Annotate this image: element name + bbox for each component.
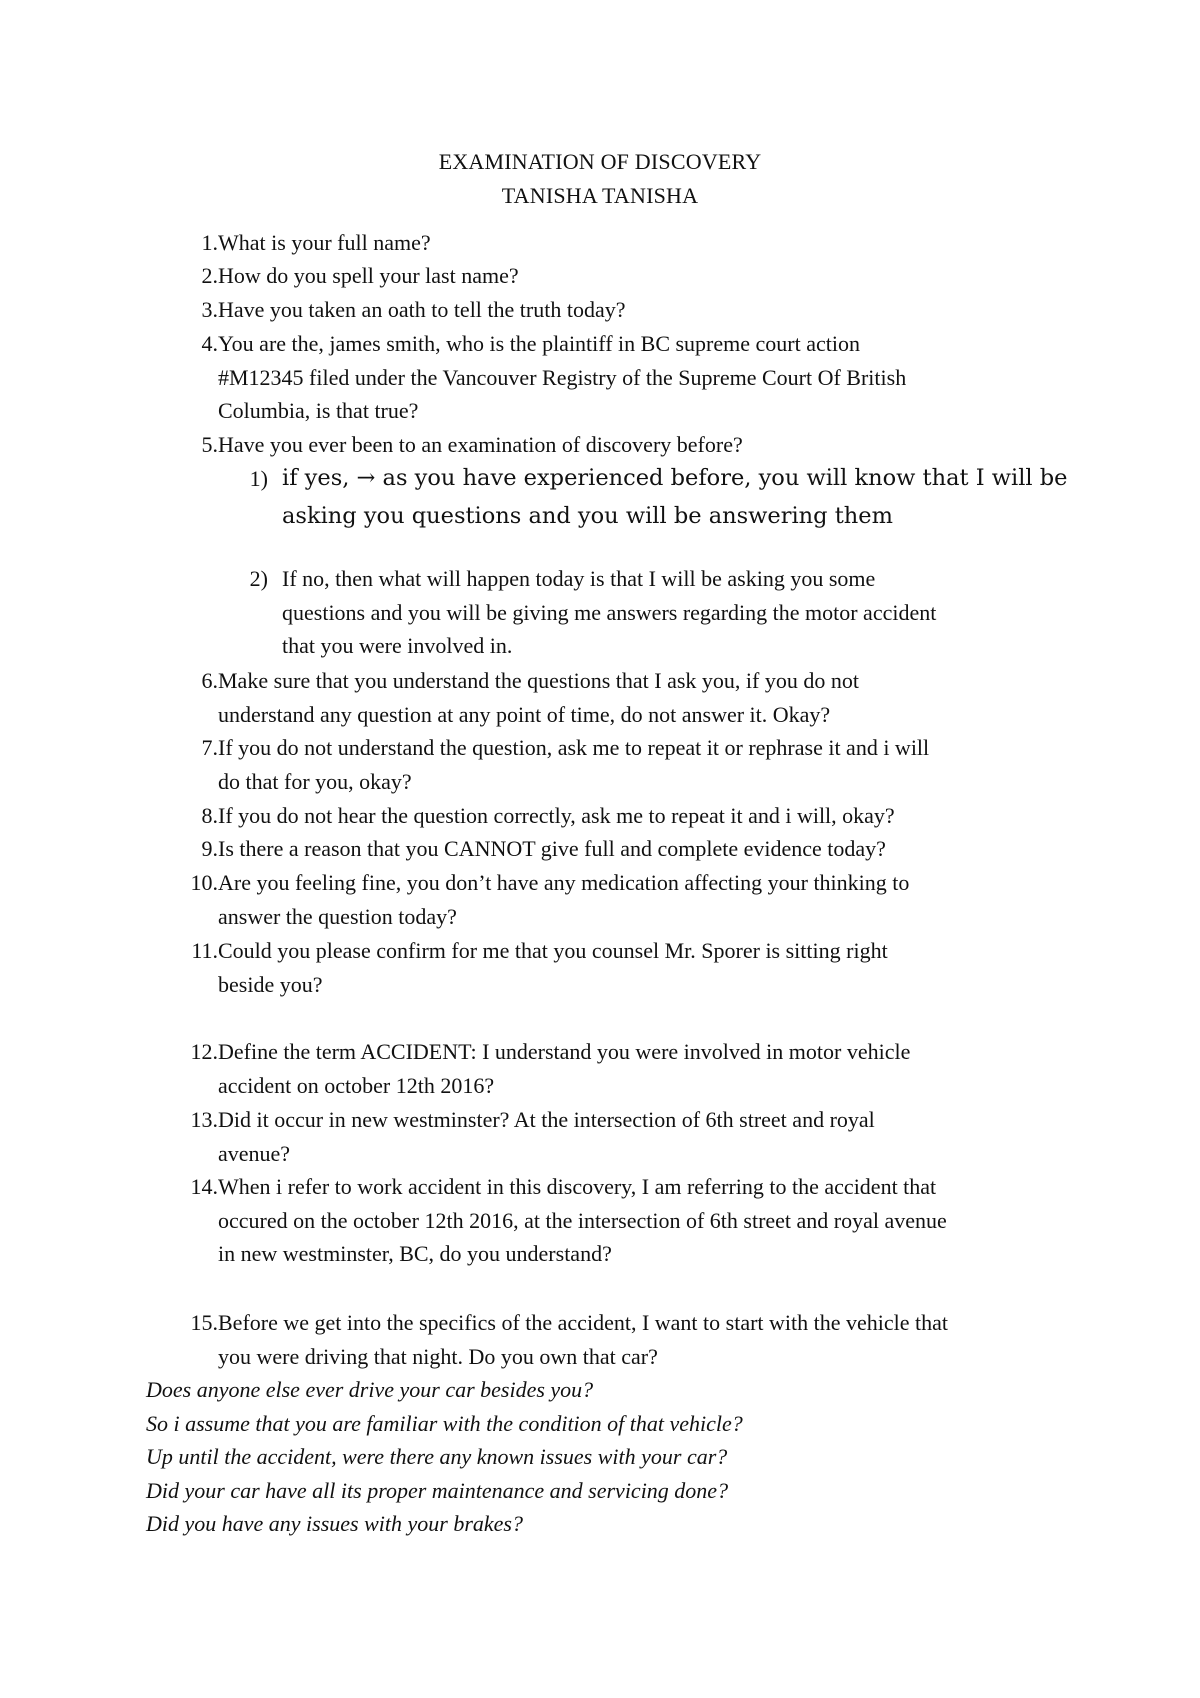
follow-up-question: Did you have any issues with your brakes?	[146, 1511, 523, 1536]
item-number: 10.	[190, 870, 218, 895]
follow-up-question: Did your car have all its proper maintenance and servicing done?	[146, 1477, 729, 1503]
item-number: 8.	[201, 803, 218, 828]
item-text: Define the term ACCIDENT: I understand you were involved in motor vehicle	[218, 1039, 911, 1064]
item-text: #M12345 filed under the Vancouver Registry of the Supreme Court Of British	[218, 364, 907, 390]
item-text: What is your full name?	[218, 230, 431, 255]
follow-up-question: So i assume that you are familiar with the condition of that vehicle?	[146, 1410, 743, 1436]
item-text: accident on october 12th 2016?	[218, 1072, 495, 1098]
item-text: If you do not hear the question correctly, ask me to repeat it and i will, okay?	[218, 803, 895, 828]
item-text: Have you taken an oath to tell the truth today?	[218, 297, 626, 322]
item-number: 4.	[201, 331, 218, 356]
item-text: in new westminster, BC, do you understand?	[218, 1241, 612, 1266]
item-text: occured on the october 12th 2016, at the intersection of 6th street and royal avenue	[218, 1207, 947, 1233]
sub-item-number: 1)	[249, 466, 268, 491]
follow-up-questions	[146, 1373, 1046, 1541]
item-number: 5.	[201, 432, 218, 457]
item-text: If you do not understand the question, ask me to repeat it or rephrase it and i will	[218, 735, 930, 760]
item-number: 6.	[201, 668, 218, 693]
item-text: How do you spell your last name?	[218, 263, 519, 288]
sub-item-text: that you were involved in.	[282, 633, 513, 658]
item-number: 12.	[190, 1039, 218, 1064]
sub-item-text: If no, then what will happen today is that I will be asking you some	[282, 566, 876, 591]
title-line: EXAMINATION OF DISCOVERY	[438, 149, 762, 174]
item-number: 2.	[201, 263, 218, 288]
sub-item-text: if yes, → as you have experienced before, you will know that I will be	[282, 465, 1068, 491]
document-title	[0, 145, 1200, 213]
sub-item-text: asking you questions and you will be answering them	[282, 503, 893, 529]
item-text: answer the question today?	[218, 903, 457, 929]
item-text: Did it occur in new westminster? At the intersection of 6th street and royal	[218, 1107, 875, 1132]
item-text: understand any question at any point of time, do not answer it. Okay?	[218, 701, 831, 727]
item-number: 1.	[201, 230, 218, 255]
item-number: 13.	[190, 1107, 218, 1132]
item-number: 3.	[201, 297, 218, 322]
item-text: Columbia, is that true?	[218, 398, 419, 423]
follow-up-question: Does anyone else ever drive your car besides you?	[146, 1377, 594, 1402]
subtitle-line: TANISHA TANISHA	[501, 183, 699, 208]
item-text: you were driving that night. Do you own that car?	[218, 1343, 658, 1369]
sub-item-text: questions and you will be giving me answers regarding the motor accident	[282, 599, 937, 625]
item-text: Could you please confirm for me that you counsel Mr. Sporer is sitting right	[218, 938, 888, 963]
item-text: do that for you, okay?	[218, 768, 412, 794]
follow-up-question: Up until the accident, were there any known issues with your car?	[146, 1444, 728, 1469]
item-text: Is there a reason that you CANNOT give full and complete evidence today?	[218, 836, 886, 861]
item-number: 14.	[190, 1174, 218, 1199]
item-number: 7.	[201, 735, 218, 760]
item-number: 15.	[190, 1310, 218, 1335]
sub-item-number: 2)	[249, 566, 268, 591]
item-text: You are the, james smith, who is the plaintiff in BC supreme court action	[218, 331, 860, 356]
item-text: When i refer to work accident in this discovery, I am referring to the accident that	[218, 1174, 937, 1199]
item-text: Have you ever been to an examination of discovery before?	[218, 432, 743, 457]
item-text: Are you feeling fine, you don’t have any medication affecting your thinking to	[218, 870, 910, 895]
item-text: Make sure that you understand the questions that I ask you, if you do not	[218, 668, 859, 693]
item-number: 11.	[191, 938, 218, 963]
item-text: beside you?	[218, 971, 323, 997]
item-text: avenue?	[218, 1140, 291, 1166]
item-number: 9.	[201, 836, 218, 861]
item-text: Before we get into the specifics of the accident, I want to start with the vehicle that	[218, 1310, 949, 1335]
